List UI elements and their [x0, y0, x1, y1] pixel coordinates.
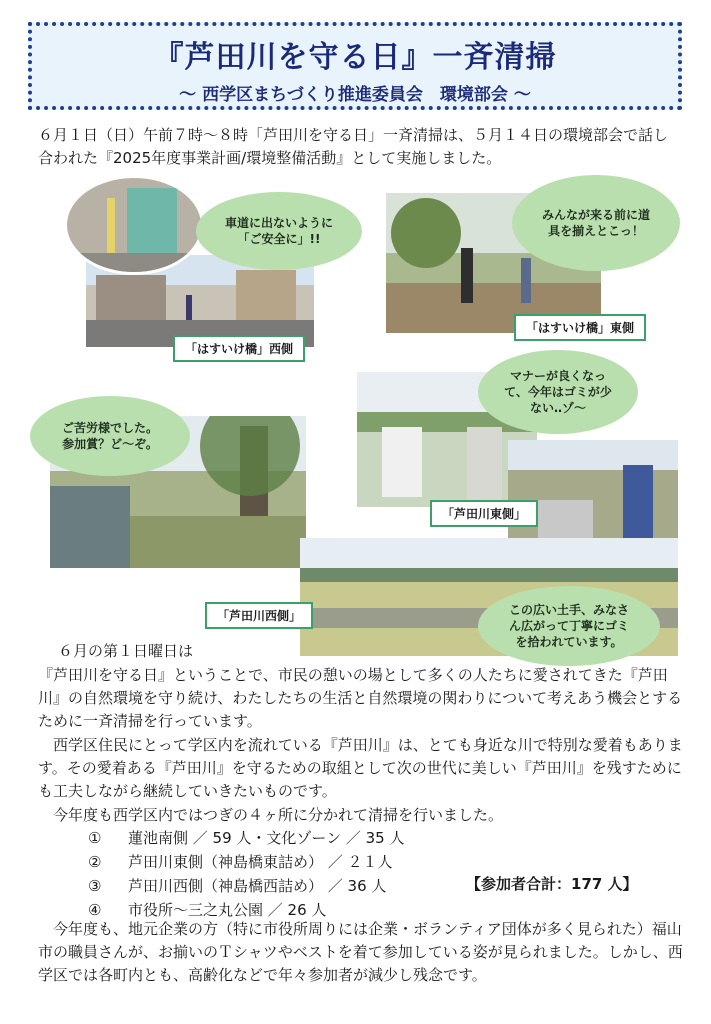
page-title: 『芦田川を守る日』一斉清掃: [153, 40, 557, 75]
body-paragraph-3: 今年度も西学区内ではつぎの４ヶ所に分かれて清掃を行いました。: [53, 806, 504, 824]
caption-ashida-east: 「芦田川東側」: [430, 500, 538, 527]
intro-paragraph: ６月１日（日）午前７時～８時「芦田川を守る日」一斉清掃は、５月１４日の環境部会で話し合われた『2025年度事業計画/環境整備活動』として実施しました。: [38, 126, 669, 167]
list-item-text: 蓮池南側 ／ 59 人・文化ゾーン ／ 35 人: [128, 829, 405, 847]
list-item-number: ④: [88, 901, 102, 919]
speech-bubble-2: [512, 175, 680, 271]
list-item-text: 芦田川東側（神島橋東詰め） ／ ２１人: [128, 853, 393, 871]
list-item-number: ①: [88, 829, 102, 847]
speech-bubble-4: [30, 396, 190, 476]
caption-hasuike-east: 「はすいけ橋」東側: [514, 314, 646, 341]
speech-bubble-1: [196, 192, 362, 270]
page-subtitle: ～ 西学区まちづくり推進委員会 環境部会 ～: [179, 85, 531, 105]
list-item-number: ②: [88, 853, 102, 871]
speech-bubble-2-text: みんなが来る前に道具を揃えとこっ！: [541, 208, 650, 238]
photo-hasuike-west-inset: [64, 175, 204, 275]
header-banner: [28, 22, 682, 110]
list-item: [88, 826, 688, 850]
speech-bubble-4-text: ご苦労様でした。参加賞？ど～ぞ。: [61, 421, 158, 451]
body-lead: ６月の第１日曜日は: [58, 642, 194, 660]
speech-bubble-1-text: 車道に出ないように「ご安全に」!!: [224, 216, 333, 246]
caption-hasuike-west: 「はすいけ橋」西側: [173, 335, 305, 362]
speech-bubble-3-text: マナーが良くなって、今年はゴミが少ない‥ゾ～: [504, 369, 612, 415]
body-paragraph-1: 『芦田川を守る日』ということで、市民の憩いの場として多くの人たちに愛されてきた『芦田川』の自然環境を守り続け、わたしたちの生活と自然環境の関わりについて考えあう機会とするために一斉清掃を行っています。: [38, 666, 683, 730]
list-item: [88, 850, 688, 874]
list-item-number: ③: [88, 877, 102, 895]
list-item-text: 市役所～三之丸公園 ／ 26 人: [128, 901, 327, 919]
speech-bubble-5-text: この広い土手、みなさん広がって丁寧にゴミを拾われています。: [508, 603, 629, 649]
caption-ashida-west: 「芦田川西側」: [205, 602, 313, 629]
participant-total: 【参加者合計：177 人】: [466, 875, 638, 893]
speech-bubble-3: [478, 350, 638, 434]
body-paragraph-4: 今年度も、地元企業の方（特に市役所周りには企業・ボランティア団体が多く見られた）福山市の職員さんが、お揃いのＴシャツやベストを着て参加している姿が見られました。しかし、西学区では各町内とも、高齢化などで年々参加者が減少し残念です。: [38, 920, 683, 984]
body-paragraph-2: 西学区住民にとって学区内を流れている『芦田川』は、とても身近な川で特別な愛着もあります。その愛着ある『芦田川』を守るための取組として次の世代に美しい『芦田川』を残すためにも工夫しながら継続していきたいものです。: [38, 736, 683, 800]
list-item-text: 芦田川西側（神島橋西詰め） ／ 36 人: [128, 877, 387, 895]
